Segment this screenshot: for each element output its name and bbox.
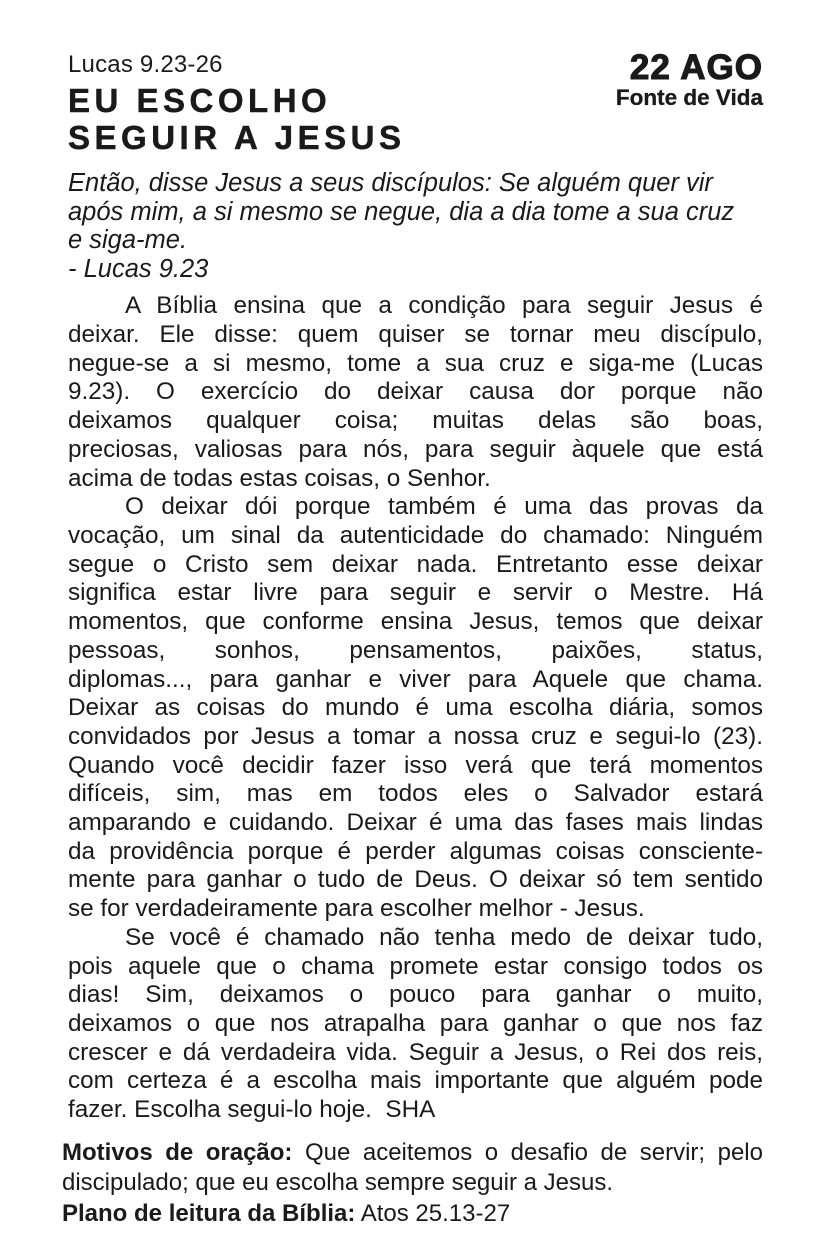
masthead <box>68 50 763 156</box>
paragraph-line: 9.23). O exercício do deixar causa dor porque não <box>68 378 763 406</box>
verse-line: após mim, a si mesmo se negue, dia a dia tome a sua cruz <box>68 197 735 226</box>
page-title <box>68 82 405 156</box>
paragraph-line: com certeza é a escolha mais importante que alguém pode <box>68 1067 763 1095</box>
prayer-motives-line-2: discipulado; que eu escolha sempre seguir a Jesus. <box>62 1169 613 1197</box>
paragraph-line: difíceis, sim, mas em todos eles o Salvador estará <box>68 780 763 808</box>
verse-reference: - Lucas 9.23 <box>68 254 209 283</box>
page-title-line-2: SEGUIR A JESUS <box>68 119 406 156</box>
paragraph-line: significa estar livre para seguir e servir o Mestre. Há <box>68 579 763 607</box>
paragraph-line: dias! Sim, deixamos o pouco para ganhar o muito, <box>68 981 763 1009</box>
reading-plan-line <box>62 1199 763 1230</box>
paragraph-line: O deixar dói porque também é uma das provas da <box>125 493 763 521</box>
reading-plan-text: Atos 25.13-27 <box>360 1199 511 1227</box>
paragraph-line: convidados por Jesus a tomar a nossa cruz e segui-lo (23). <box>68 722 763 750</box>
reading-plan-label: Plano de leitura da Bíblia: <box>62 1199 356 1227</box>
paragraph-line: pois aquele que o chama promete estar consigo todos os <box>68 952 763 980</box>
page-title-line-1: EU ESCOLHO <box>68 82 332 119</box>
paragraph-line: acima de todas estas coisas, o Senhor. <box>68 464 491 492</box>
paragraph-line: deixar. Ele disse: quem quiser se tornar meu discípulo, <box>68 321 763 349</box>
paragraph-line: Quando você decidir fazer isso verá que terá momentos <box>68 751 763 779</box>
paragraph-line: deixamos o que nos atrapalha para ganhar o que nos faz <box>68 1009 763 1037</box>
paragraph-line: A Bíblia ensina que a condição para seguir Jesus é <box>125 292 763 320</box>
paragraph-line: diplomas..., para ganhar e viver para Aquele que chama. <box>68 665 763 693</box>
paragraph-line: preciosas, valiosas para nós, para seguir àquele que está <box>68 435 763 463</box>
paragraph-line: se for verdadeiramente para escolher melhor - Jesus. <box>68 895 645 923</box>
bible-passage: Lucas 9.23-26 <box>68 51 223 78</box>
prayer-motives-text-1: Que aceitemos o desafio de servir; pelo <box>304 1138 763 1166</box>
prayer-motives-line-1 <box>62 1138 763 1169</box>
publication-brand: Fonte de Vida <box>615 85 763 110</box>
paragraph-line: segue o Cristo sem deixar nada. Entretanto esse deixar <box>68 550 763 578</box>
paragraph-line: negue-se a si mesmo, tome a sua cruz e siga-me (Lucas <box>68 349 763 377</box>
paragraph-line: pessoas, sonhos, pensamentos, paixões, status, <box>68 636 763 664</box>
article-body <box>68 292 763 1124</box>
verse-lines <box>68 169 763 255</box>
paragraph-line: Se você é chamado não tenha medo de deixar tudo, <box>125 923 763 951</box>
paragraph-line: amparando e cuidando. Deixar é uma das fases mais lindas <box>68 809 763 837</box>
verse-block <box>68 169 763 283</box>
paragraph-line: deixamos qualquer coisa; muitas delas são boas, <box>68 407 763 435</box>
verse-line: Então, disse Jesus a seus discípulos: Se alguém quer vir <box>68 169 713 197</box>
date-label: 22 AGO <box>629 48 763 87</box>
paragraph-line: mente para ganhar o tudo de Deus. O deixar só tem sentido <box>68 866 763 894</box>
masthead-left <box>68 50 405 156</box>
paragraph-line: Deixar as coisas do mundo é uma escolha diária, somos <box>68 694 763 722</box>
paragraph-line: crescer e dá verdadeira vida. Seguir a Jesus, o Rei dos reis, <box>68 1038 763 1066</box>
verse-line: e siga-me. <box>68 226 188 255</box>
paragraph-line: fazer. Escolha segui-lo hoje. SHA <box>68 1096 436 1124</box>
masthead-right <box>616 50 763 111</box>
paragraph-line: da providência porque é perder algumas coisas consciente- <box>68 837 763 865</box>
paragraph-line: momentos, que conforme ensina Jesus, temos que deixar <box>68 608 763 636</box>
footer <box>62 1138 763 1230</box>
prayer-motives-label: Motivos de oração: <box>62 1138 293 1166</box>
paragraph-line: vocação, um sinal da autenticidade do chamado: Ninguém <box>68 522 763 549</box>
